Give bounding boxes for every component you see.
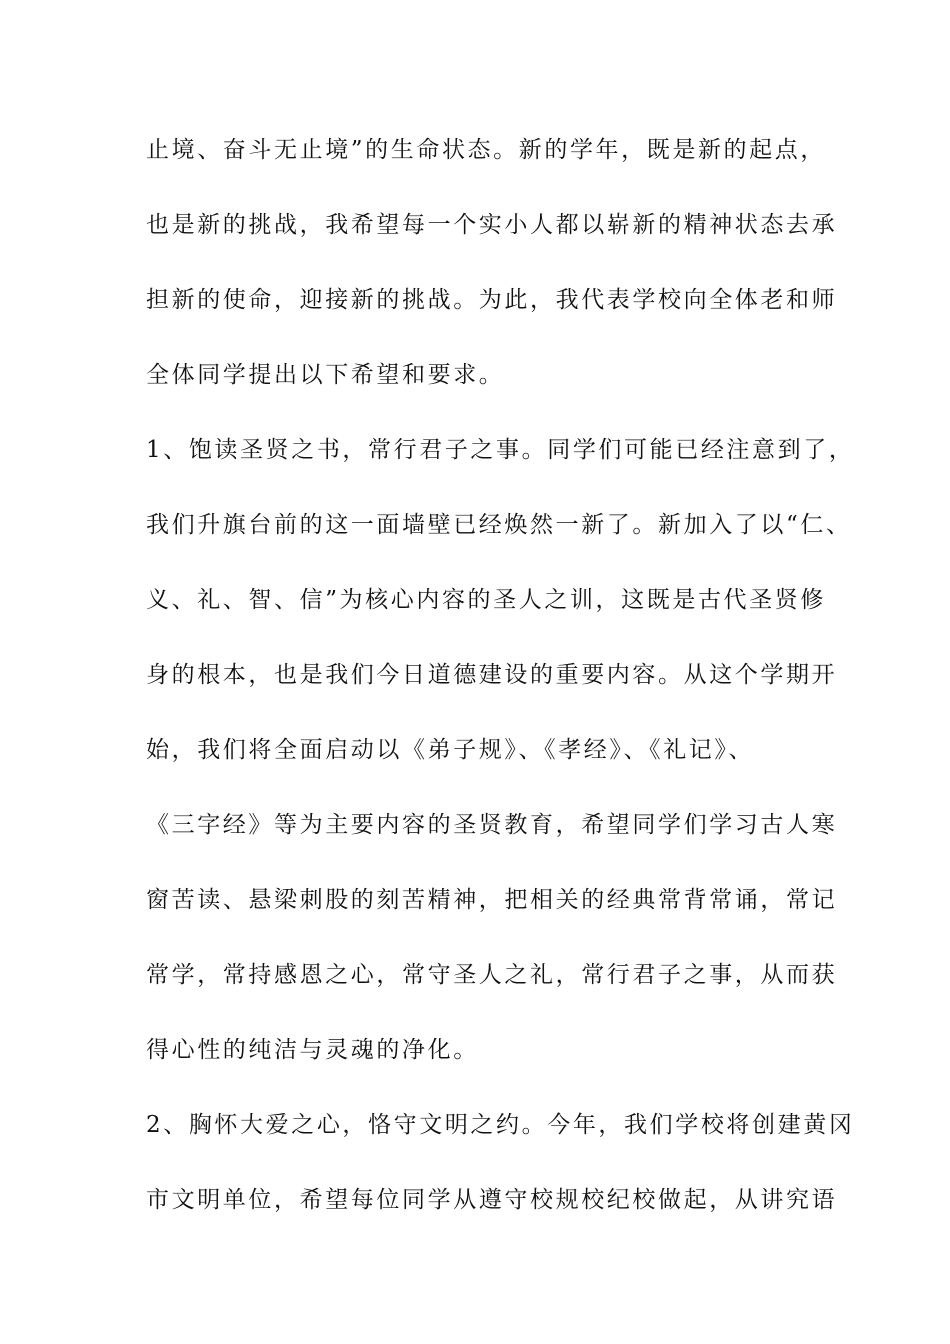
text-line: 全体同学提出以下希望和要求。 [146, 362, 505, 388]
text-line: 始，我们将全面启动以《弟子规》、《孝经》、《礼记》、 [146, 737, 755, 763]
text-line: 1、饱读圣贤之书，常行君子之事。同学们可能已经注意到了， [146, 437, 855, 463]
text-line: 义、礼、智、信”为核心内容的圣人之训，这既是古代圣贤修 [146, 587, 826, 613]
text-line: 止境、奋斗无止境”的生命状态。新的学年，既是新的起点， [146, 137, 826, 163]
text-line: 《三字经》等为主要内容的圣贤教育，希望同学们学习古人寒 [146, 812, 838, 838]
text-line: 也是新的挑战，我希望每一个实小人都以崭新的精神状态去承 [146, 212, 838, 238]
text-line: 担新的使命，迎接新的挑战。为此，我代表学校向全体老和师 [146, 287, 838, 313]
text-line: 得心性的纯洁与灵魂的净化。 [146, 1037, 479, 1063]
text-line: 我们升旗台前的这一面墙壁已经焕然一新了。新加入了以“仁、 [146, 512, 852, 538]
text-line: 常学，常持感恩之心，常守圣人之礼，常行君子之事，从而获 [146, 962, 838, 988]
text-line: 窗苦读、悬梁刺股的刻苦精神，把相关的经典常背常诵，常记 [146, 887, 838, 913]
text-line: 2、胸怀大爱之心，恪守文明之约。今年，我们学校将创建黄冈 [146, 1112, 855, 1138]
text-line: 身的根本，也是我们今日道德建设的重要内容。从这个学期开 [146, 662, 838, 688]
text-line: 市文明单位，希望每位同学从遵守校规校纪校做起，从讲究语 [146, 1187, 838, 1213]
